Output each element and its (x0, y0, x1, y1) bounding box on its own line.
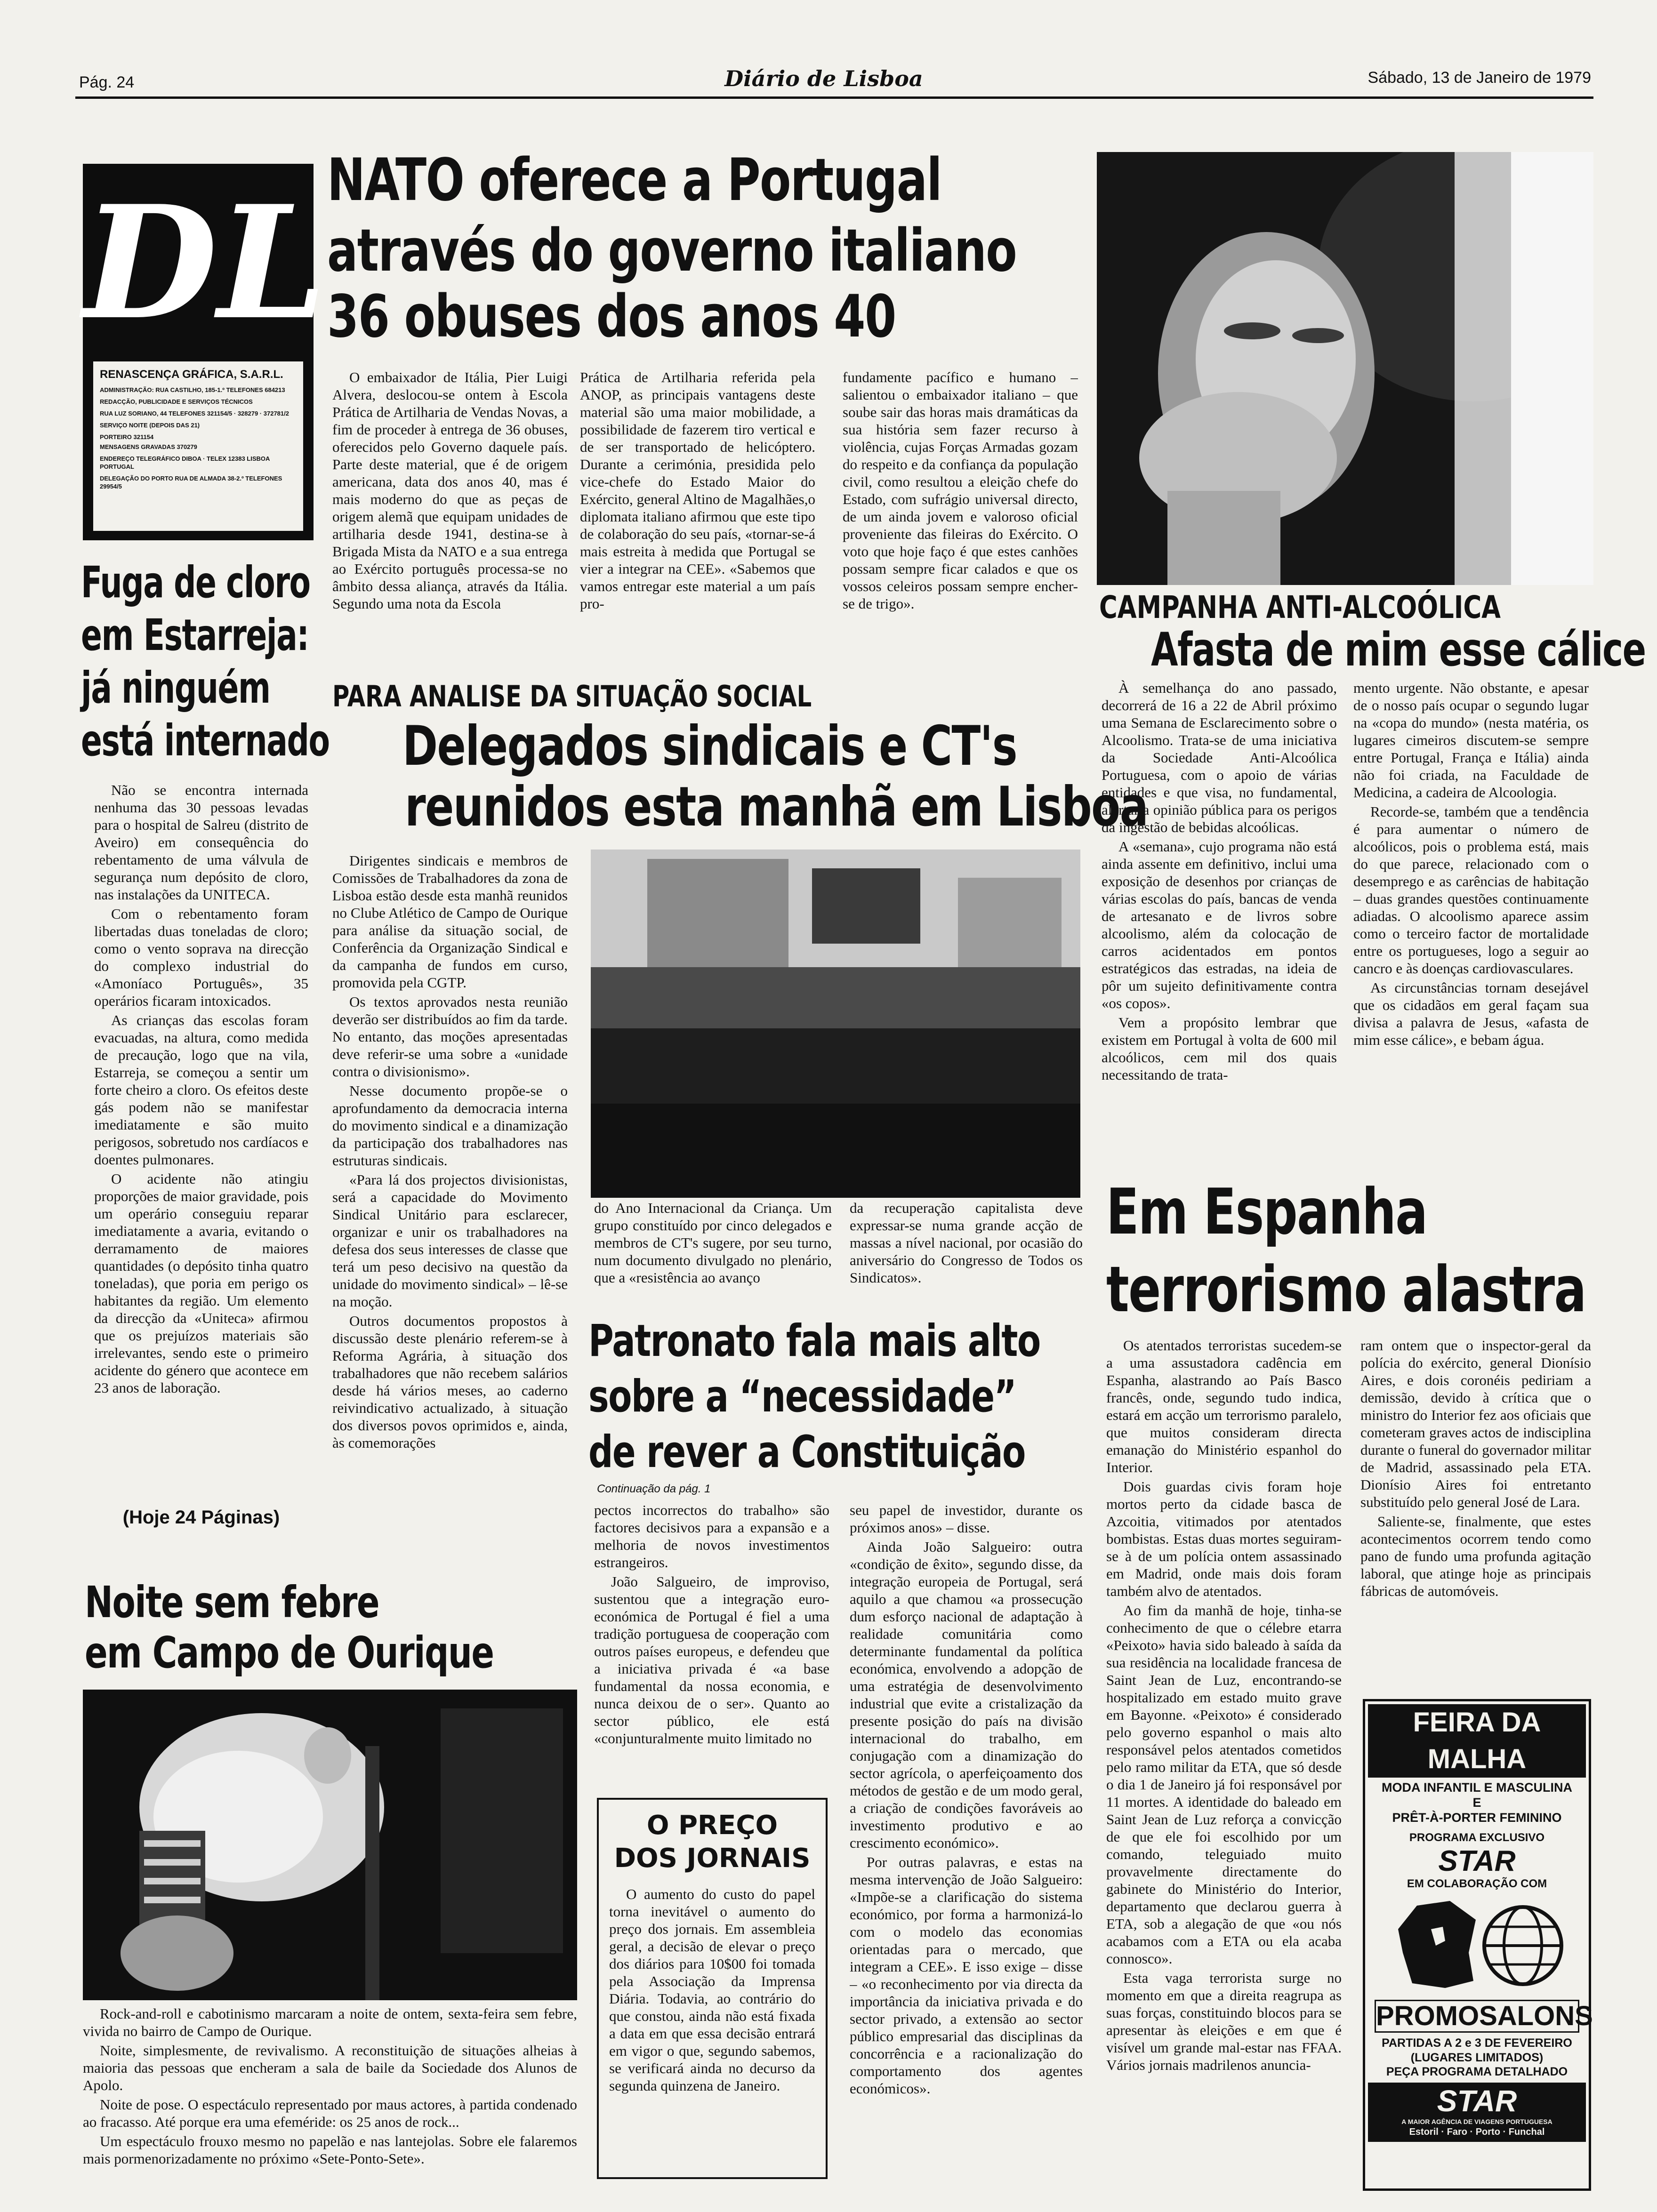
ad-footer (1368, 2083, 1586, 2142)
patronato-paragraph: Ainda João Salgueiro: outra «condição de êxito», segundo disse, da integração europeia de Portugal, será aquilo a que chamou «a prossecução dum esforço nacional de adaptação à realidade comunitária como determinante fundamental da política económica, envolvendo a adopção de uma estratégia de desenvolvimento industrial que evite a cristalização da presente posição do país na divisão internacional do trabalho, em conjugação com a dinamização do sector agrícola, o aperfeiçoamento dos métodos de gestão e de um modo geral, a criação de condições favoráveis ao investimento produtivo e ao crescimento económico». (850, 1539, 1083, 1851)
espanha-paragraph: Dois guardas civis foram hoje mortos perto da cidade basca de Azcoitia, vitimados por atentados bombistas. Estas duas mortes seguiram-se à de um polícia ontem assassinado em Madrid, onde mais dois foram também alvo de atentados. (1106, 1478, 1342, 1599)
sindicais-kicker: PARA ANALISE DA SITUAÇÃO SOCIAL (332, 679, 812, 713)
sindicais-paragraph: «Para lá dos projectos divisionistas, será a capacidade do Movimento Sindical Unitário para esclarecer, organizar e unir os trabalhadores na defesa dos seus interesses de classe que terá um peso decisivo na questão da unidade do movimento sindical» – lê-se na moção. (332, 1171, 568, 1310)
cloro-paragraph: Não se encontra internada nenhuma das 30 pessoas levadas para o hospital de Salreu (distrito de Aveiro) em consequência do rebentamento de uma válvula de segurança num depósito de cloro, nas instalações da UNITECA. (94, 782, 308, 903)
nato-column (580, 369, 815, 651)
publisher-name: RENASCENÇA GRÁFICA, S.A.R.L. (100, 368, 283, 381)
ad-line: PARTIDAS A 2 e 3 DE FEVEREIRO (1382, 2036, 1572, 2050)
publisher-line: RUA LUZ SORIANO, 44 TELEFONES 321154/5 · 328279 · 372781/2 (100, 410, 289, 417)
alcool-paragraph: À semelhança do ano passado, decorrerá de 16 a 22 de Abril próximo uma Semana de Esclarecimento sobre o Alcoolismo. Trata-se de uma iniciativa da Sociedade Anti-Alcoólica Portuguesa, com o apoio de várias entidades e que visa, no fundamental, alertar a opinião pública para os perigos da ingestão de bebidas alcoólicas. (1102, 680, 1337, 835)
masthead-rule (75, 96, 1593, 99)
patronato-paragraph: pectos incorrectos do trabalho» são factores decisivos para a expansão e a melhoria de novos investimentos estrangeiros. (594, 1502, 829, 1571)
ad-line: PEÇA PROGRAMA DETALHADO (1386, 2065, 1568, 2078)
noite-headline-line: em Campo de Ourique (85, 1627, 494, 1678)
publisher-line: DELEGAÇÃO DO PORTO RUA DE ALMADA 38-2.º TELEFONES 29954/5 (100, 475, 282, 490)
publisher-info (93, 361, 303, 531)
nato-column (843, 369, 1078, 651)
ad-graphics (1365, 1891, 1589, 2000)
dl-logo: DL (83, 171, 327, 354)
publisher-line: ADMINISTRAÇÃO: RUA CASTILHO, 185-1.º TELEFONES 684213 (100, 386, 285, 393)
espanha-column (1106, 1337, 1342, 2193)
ad-org: PROMOSALONS (1375, 2000, 1579, 2033)
preco-box (597, 1798, 828, 2179)
espanha-column (1360, 1337, 1591, 1671)
nato-headline-line: NATO oferece a Portugal (327, 146, 942, 214)
espanha-paragraph: Saliente-se, finalmente, que estes acontecimentos ocorrem tendo como pano de fundo uma profunda agitação laboral, que atinge hoje as principais fábricas de automóveis. (1360, 1513, 1591, 1599)
ad-brand-footer: STAR (1437, 2084, 1517, 2118)
noite-paragraph: Noite de pose. O espectáculo representado por maus actores, à partida condenado ao fracasso. Até porque era uma efeméride: os 25 anos de rock... (83, 2096, 577, 2130)
ad-line: MODA INFANTIL E MASCULINA (1382, 1780, 1572, 1795)
cloro-headline-line: já ninguém (81, 663, 270, 713)
cloro-paragraph: Com o rebentamento foram libertadas duas toneladas de cloro; como o vento soprava na direcção do complexo industrial do «Amoníaco Português», 35 operários ficaram intoxicados. (94, 906, 308, 1009)
patronato-headline-line: Patronato fala mais alto (588, 1315, 1040, 1367)
noite-paragraph: Rock-and-roll e cabotinismo marcaram a noite de ontem, sexta-feira sem febre, vivida no bairro de Campo de Ourique. (83, 2005, 577, 2039)
espanha-paragraph: Esta vaga terrorista surge no momento em que a direita reagrupa as suas forças, constituindo blocos para se apresentar às eleições e em que é visível um grande mal-estar nas FFAA. Vários jornais madrilenos anuncia- (1106, 1970, 1342, 2073)
sindicais-paragraph: Os textos aprovados nesta reunião deverão ser distribuídos ao fim da tarde. No entanto, das moções apresentadas deve referir-se uma sobre a «unidade contra o divisionismo». (332, 994, 568, 1080)
nato-column (332, 369, 568, 651)
ad-line: EM COLABORAÇÃO COM (1407, 1877, 1547, 1890)
espanha-paragraph: Os atentados terroristas sucedem-se a uma assustadora cadência em Espanha, alastrando ao País Basco francês, onde, segundo tudo indica, estará em acção um terrorismo paralelo, que muitos consideram directa emanação do Ministério espanhol do Interior. (1106, 1337, 1342, 1475)
masthead-date: Sábado, 13 de Janeiro de 1979 (1367, 69, 1591, 87)
preco-title-line: O PREÇO (646, 1810, 778, 1841)
page-number: Pág. 24 (79, 73, 135, 91)
ad-line: PROGRAMA EXCLUSIVO (1409, 1831, 1545, 1844)
publisher-line: SERVIÇO NOITE (DEPOIS DAS 21) (100, 422, 200, 429)
patronato-headline-line: sobre a “necessidade” (588, 1371, 1016, 1422)
sindicais-headline-line: reunidos esta manhã em Lisboa (405, 775, 1148, 839)
nato-headline-line: através do governo italiano (327, 217, 1017, 285)
noite-headline-line: Noite sem febre (85, 1577, 379, 1627)
portrait-photo (1097, 152, 1593, 585)
alcool-kicker: CAMPANHA ANTI-ALCOÓLICA (1099, 589, 1501, 625)
nato-text: O embaixador de Itália, Pier Luigi Alvera, deslocou-se ontem à Escola Prática de Artilharia de Vendas Novas, a fim de proceder à entrega de 36 obuses, oferecidos pelo Governo daquele país. Parte deste material, que é de origem americana, data dos anos 40, mas é mais moderno do que as peças de origem alemã que equipam unidades de artilharia desde 1941, destina-se à Brigada Mista da NATO e a sua entrega ao Exército português processa-se no âmbito dessa aliança, através da Itália. Segundo uma nota da Escola (332, 369, 568, 612)
sindicais-paragraph: Outros documentos propostos à discussão deste plenário referem-se à Reforma Agrária, à situação dos trabalhadores que não recebem salários desde há vários meses, ao caderno reivindicativo actualizado, à situação dos diversos povos oprimidos e, ainda, às comemorações (332, 1313, 568, 1451)
alcool-paragraph: mento urgente. Não obstante, e apesar de o nosso país ocupar o segundo lugar na «copa do mundo» (nesta matéria, os lugares cimeiros discutem-se sempre entre Portugal, França e Itália) ainda não foi criada, na Faculdade de Medicina, a cadeira de Alcoologia. (1353, 680, 1589, 801)
espanha-paragraph: ram ontem que o inspector-geral da polícia do exército, general Dionísio Aires, e dois coronéis pediriam a demissão, devido à crítica que o ministro do Interior fez aos oficiais que cometeram graves actos de indisciplina durante o funeral do governador militar de Madrid, assassinado pela ETA. Dionísio Aires foi entretanto substituído pelo general José de Lara. (1360, 1337, 1591, 1510)
alcool-paragraph: Recorde-se, também que a tendência é para aumentar o número de alcoólicos, pois o problema está, mais do que parece, relacionado com o desemprego e as carências de habitação – duas grandes questões continuamente adiadas. O alcoolismo aparece assim como o terceiro factor de mortalidade entre os portugueses, logo a seguir ao cancro e às doenças cardiovasculares. (1353, 803, 1589, 977)
plenary-photo (591, 850, 1080, 1198)
noite-paragraph: Um espectáculo frouxo mesmo no papelão e nas lantejolas. Sobre ele falaremos mais pormenorizadamente no próximo «Sete-Ponto-Sete». (83, 2133, 577, 2167)
preco-text-wrap (609, 1885, 815, 2149)
dance-photo-image (83, 1690, 577, 2000)
logo-box (83, 164, 327, 540)
noite-body (83, 2005, 577, 2203)
nato-headline-line: 36 obuses dos anos 40 (327, 283, 896, 351)
sindicais-paragraph: Dirigentes sindicais e membros de Comissões de Trabalhadores da zona de Lisboa estão desde esta manhã reunidos no Clube Atlético de Campo de Ourique para análise da situação social, de Conferência da Organização Sindical e da campanha de fundos em curso, promovida pela CGTP. (332, 852, 568, 991)
espanha-paragraph: Ao fim da manhã de hoje, tinha-se conhecimento de que o célebre etarra «Peixoto» havia sido baleado à saída da sua residência na localidade francesa de Saint Jean de Luz, encontrando-se hospitalizado em estado muito grave em Bayonne. «Peixoto» é considerado pelo governo espanhol o mais alto responsável pelos atentados cometidos pelo ramo militar da ETA, que só desde o dia 1 de Janeiro já foi responsável por 11 mortes. A identidade do baleado em Saint Jean de Luz reforça a convicção de que ele foi escolhido por um comando, teleguiado muito provavelmente directamente do gabinete do Ministério do Interior, departamento que declarou guerra à ETA, sob a alegação de que «ou nós acabamos com a ETA ou ela acaba connosco». (1106, 1602, 1342, 1967)
sindicais-text: da recuperação capitalista deve expressar-se numa grande acção de massas a nível nacional, por ocasião do aniversário do Congresso de Todos os Sindicatos». (850, 1200, 1083, 1286)
sindicais-column (850, 1199, 1083, 1305)
nato-text: Prática de Artilharia referida pela ANOP, as principais vantagens deste material são uma maior mobilidade, a possibilidade de fazerem tiro vertical e de ser transportado de helicóptero. Durante a cerimónia, presidida pelo vice-chefe do Estado Maior do Exército, general Altino de Magalhães,o diplomata italiano afirmou que este tipo de colaboração do seu país, «tornar-se-á mais estreita à medida que Portugal se vier a integrar na CEE». «Sabemos que vamos entregar este material a um país pro- (580, 369, 815, 612)
publisher-line: MENSAGENS GRAVADAS 370279 (100, 443, 197, 450)
pages-note: (Hoje 24 Páginas) (122, 1507, 280, 1528)
portrait-photo-image (1097, 152, 1593, 585)
patronato-headline-line: de rever a Constituição (588, 1427, 1025, 1478)
cloro-paragraph: O acidente não atingiu proporções de maior gravidade, pois um operário conseguiu reparar imediatamente a avaria, evitando o derramamento de maiores quantidades (o depósito tinha quatro toneladas), que poria em perigo os habitantes da região. Um elemento da direcção da «Uniteca» afirmou que os prejuízos materiais são irrelevantes, sendo este o primeiro acidente do género que acontece em 23 anos de laboração. (94, 1170, 308, 1396)
publisher-line: REDACÇÃO, PUBLICIDADE E SERVIÇOS TÉCNICOS (100, 398, 253, 405)
dance-photo (83, 1690, 577, 2000)
alcool-paragraph: A «semana», cujo programa não está ainda assente em definitivo, inclui uma exposição de desenhos por crianças de várias escolas do país, bancas de venda de artesanato e de livros sobre alcoolismo, além da colocação de carros acidentados em pontos estratégicos das estradas, na ideia de pôr um sujeito definitivamente contra «os copos». (1102, 838, 1337, 1011)
plenary-photo-image (591, 850, 1080, 1198)
nato-text: fundamente pacífico e humano – salientou o embaixador italiano – que soube sair das horas mais dramáticas da sua história sem fazer recurso à violência, cujas Forças Armadas gozam do respeito e da confiança da população civil, como resultou a eleição chefe do Estado, com sufrágio universal directo, de um ainda jovem e valoroso oficial proveniente das fileiras do Exército. O voto que hoje faço é que estes canhões possam sempre ficar calados e que os vossos celeiros possam sempre encher-se de trigo». (843, 369, 1078, 612)
patronato-column (594, 1501, 829, 1774)
publisher-line: PORTEIRO 321154 (100, 433, 154, 441)
alcool-paragraph: Vem a propósito lembrar que existem em Portugal à volta de 600 mil alcoólicos, cem mil dos quais necessitando de trata- (1102, 1014, 1337, 1083)
sindicais-headline-line: Delegados sindicais e CT's (402, 714, 1017, 778)
globe-icon (1480, 1903, 1565, 1988)
sindicais-column (594, 1199, 832, 1305)
france-map-icon (1398, 1901, 1478, 1990)
cloro-body (94, 781, 308, 1473)
patronato-paragraph: João Salgueiro, de improviso, sustentou que a integração euro-económica de Portugal é fiel a uma tradição portuguesa de cooperação com outros países europeus, e defendeu que a iniciativa privada é «a base fundamental da nossa economia, e nunca deixou de o ser». Quanto ao sector público, ele está «conjunturalmente muito limitado no (594, 1573, 829, 1747)
espanha-headline-line: Em Espanha (1106, 1175, 1427, 1249)
ad-cities: Estoril · Faro · Porto · Funchal (1409, 2127, 1545, 2137)
publisher-line: ENDEREÇO TELEGRÁFICO DIBOA · TELEX 12383 LISBOA PORTUGAL (100, 455, 270, 470)
ad-line: PRÊT-À-PORTER FEMININO (1392, 1811, 1562, 1825)
preco-title-line: DOS JORNAIS (614, 1843, 811, 1874)
cloro-headline-line: Fuga de cloro (81, 557, 310, 608)
cloro-headline-line: está internado (81, 715, 330, 766)
noite-paragraph: Noite, simplesmente, de revivalismo. A reconstituição de situações alheias à maioria das pessoas que encheram a sala de baile da Sociedade dos Alunos de Apolo. (83, 2042, 577, 2093)
feira-da-malha-ad (1363, 1699, 1591, 2191)
ad-line: E (1472, 1795, 1481, 1810)
ad-footer-text: A MAIOR AGÊNCIA DE VIAGENS PORTUGUESA (1401, 2118, 1552, 2125)
ad-title: FEIRA DA MALHA (1368, 1704, 1586, 1778)
ad-brand: STAR (1438, 1845, 1516, 1877)
patronato-paragraph: seu papel de investidor, durante os próximos anos» – disse. (850, 1502, 1083, 1536)
sindicais-paragraph: Nesse documento propõe-se o aprofundamento da democracia interna do movimento sindical e a dinamização da participação dos trabalhadores nas estruturas sindicais. (332, 1082, 568, 1169)
patronato-column (850, 1501, 1083, 2193)
patronato-continued: Continuação da pág. 1 (597, 1483, 711, 1495)
sindicais-text: do Ano Internacional da Criança. Um grupo constituído por cinco delegados e membros de CT's sugere, por seu turno, num documento divulgado no plenário, que a «resistência ao avanço (594, 1200, 832, 1286)
alcool-headline: Afasta de mim esse cálice (1151, 623, 1646, 677)
masthead-title: Diário de Lisboa (724, 66, 923, 91)
patronato-paragraph: Por outras palavras, e estas na mesma intervenção de João Salgueiro: «Impõe-se a clarificação do sistema económico, por forma a harmonizá-lo com o modelo das economias orientadas para o mercado, que integram a CEE». E isso exige – disse – «o reconhecimento por via directa da importância da iniciativa privada e do sector privado, a extensão ao sector público empresarial das disciplinas da concorrência e a racionalização do comportamento dos agentes económicos». (850, 1854, 1083, 2097)
cloro-headline-line: em Estarreja: (81, 610, 309, 660)
alcool-column (1353, 679, 1589, 1173)
sindicais-body (332, 852, 568, 1544)
alcool-paragraph: As circunstâncias tornam desejável que os cidadãos em geral façam sua divisa a palavra de Jesus, «afasta de mim esse cálice», e bebam água. (1353, 979, 1589, 1048)
cloro-paragraph: As crianças das escolas foram evacuadas, na altura, como medida de precaução, logo que na vila, Estarreja, se começou a sentir um forte cheiro a cloro. Os efeitos deste gás podem não se manifestar imediatamente e são muito perigosos, sobretudo nos cardíacos e doentes pulmonares. (94, 1012, 308, 1168)
ad-line: (LUGARES LIMITADOS) (1410, 2051, 1544, 2064)
alcool-column (1102, 679, 1337, 1173)
preco-text: O aumento do custo do papel torna inevitável o aumento do preço dos jornais. Em assembleia geral, a decisão de elevar o preço dos diários para 10$00 foi tomada pela Associação da Imprensa Diária. Todavia, ao contrário do que constou, ainda não está fixada a data em que essa decisão entrará em vigor o que, segundo sabemos, se verificará ainda no decurso da segunda quinzena de Janeiro. (609, 1886, 815, 2094)
espanha-headline-line: terrorismo alastra (1106, 1253, 1586, 1326)
